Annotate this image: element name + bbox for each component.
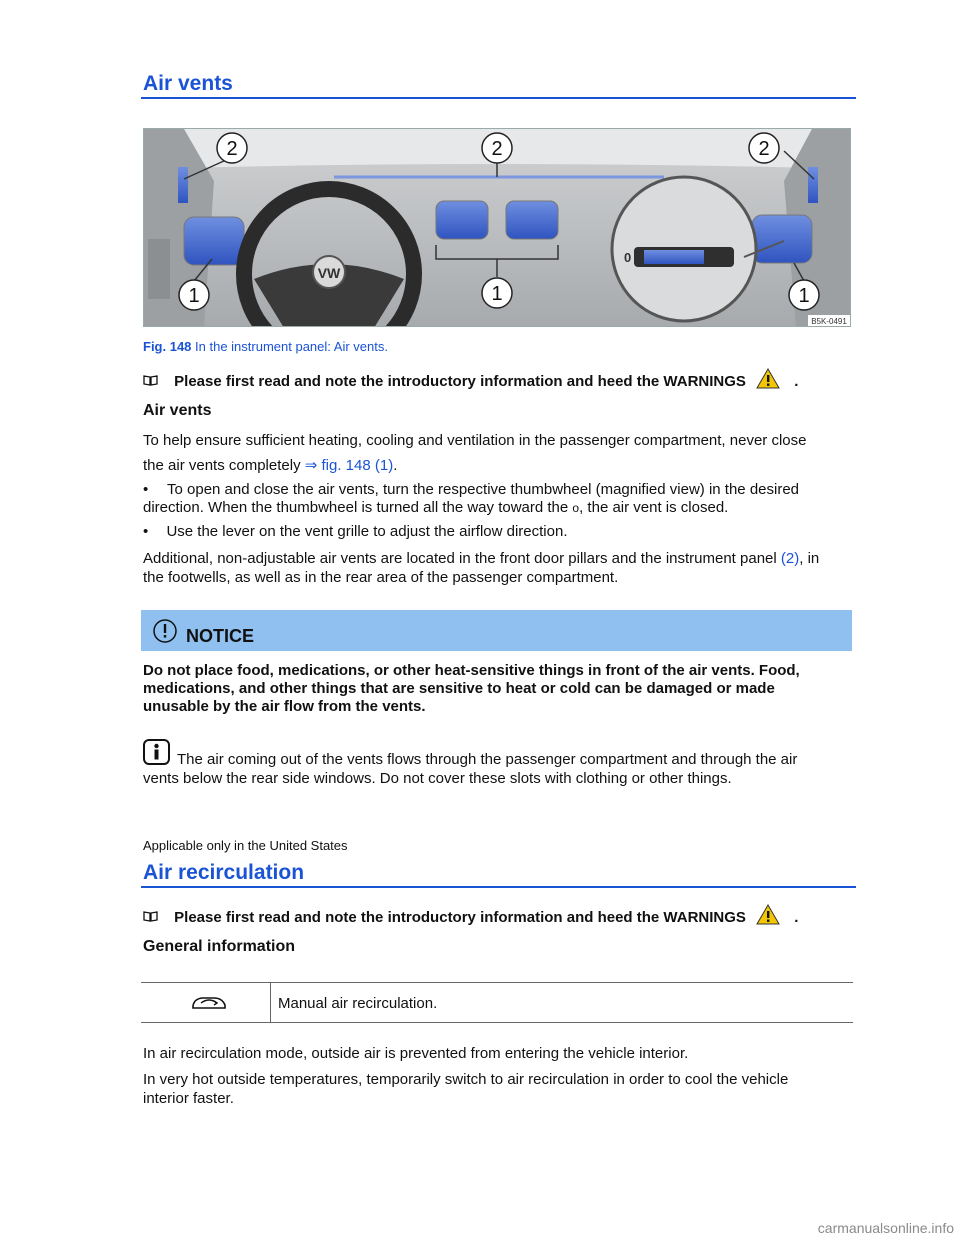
bullet-dot: • [143, 523, 149, 540]
title-rule [141, 97, 856, 99]
info-text [143, 750, 797, 788]
notice-text [143, 662, 800, 716]
callout-link-2[interactable]: (2) [780, 550, 800, 567]
callout-2-center: 2 [491, 138, 503, 160]
figure-caption [143, 336, 388, 358]
subheading-general-information: General information [143, 938, 296, 955]
vent-right [752, 215, 812, 263]
dashboard-figure [143, 128, 851, 327]
air-recirculation-icon [190, 994, 228, 1017]
svg-text:0: 0 [624, 250, 632, 265]
bullet1-line-a: To open and close the air vents, turn the respective thumbwheel (magnified view) in the desired [167, 481, 800, 498]
table-cell-text: Manual air recirculation. [278, 995, 438, 1012]
fig-link-1[interactable]: ⇒ fig. 148 (1) [304, 457, 394, 474]
side-vent-left [178, 167, 188, 203]
applicability-note: Applicable only in the United States [143, 838, 348, 853]
notice-title: NOTICE [186, 626, 255, 646]
callout-1-right: 1 [798, 285, 810, 307]
bullet2-text: Use the lever on the vent grille to adjust the airflow direction. [166, 523, 568, 540]
para1-end: . [393, 457, 398, 474]
notice-line-3: unusable by the air flow from the vents. [143, 698, 426, 715]
para1-line-a: To help ensure sufficient heating, cooling and ventilation in the passenger compartment, never close [143, 432, 807, 449]
section-title-air-recirculation: Air recirculation [143, 861, 305, 884]
para2-line-a: Additional, non-adjustable air vents are located in the front door pillars and the instrument panel [143, 550, 781, 567]
notice-line-1: Do not place food, medications, or other heat-sensitive things in front of the air vents. Food, [143, 662, 800, 679]
read-note-text: Please first read and note the introductory information and heed the WARNINGS [174, 372, 746, 390]
recirculation-para-1: In air recirculation mode, outside air is prevented from entering the vehicle interior. [143, 1045, 689, 1062]
table-column-divider [270, 982, 271, 1022]
figure-caption-label: Fig. 148 [143, 339, 192, 354]
bullet1-line-b: direction. When the thumbwheel is turned all the way toward the [143, 499, 573, 516]
bullet-2 [143, 521, 567, 543]
table-bottom-border [141, 1022, 853, 1023]
notice-icon [153, 619, 177, 648]
book-icon [143, 907, 158, 918]
figure-code: B5K-0491 [811, 317, 847, 326]
warning-icon[interactable] [756, 904, 780, 932]
vent-left [184, 217, 244, 265]
bullet-dot: • [143, 481, 149, 498]
warning-icon[interactable] [756, 368, 780, 396]
notice-line-2: medications, and other things that are sensitive to heat or cold can be damaged or made [143, 680, 775, 697]
callout-1-center: 1 [491, 283, 503, 305]
para2-line-b: , in [799, 550, 820, 567]
info-line-1: The air coming out of the vents flows through the passenger compartment and through the air [177, 751, 798, 768]
table-top-border [141, 982, 853, 983]
book-icon [143, 371, 158, 382]
bullet1-line-c: , the air vent is closed. [579, 499, 729, 516]
bullet-1 [143, 481, 799, 517]
title-rule [141, 886, 856, 888]
para1-line-b: the air vents completely [143, 457, 305, 474]
vent-center-left [436, 201, 488, 239]
notice-bar [141, 610, 852, 651]
callout-2-right: 2 [758, 138, 770, 160]
read-note-2: Please first read and note the introductory information and heed the WARNINGS . [143, 904, 798, 932]
info-line-2: vents below the rear side windows. Do not cover these slots with clothing or other things. [143, 770, 732, 787]
svg-text:VW: VW [317, 265, 341, 281]
paragraph-1 [143, 428, 806, 478]
callout-1-left: 1 [188, 285, 200, 307]
recirculation-para-2 [143, 1070, 788, 1108]
dashboard-illustration [144, 129, 851, 327]
recirculation-para2-line-a: In very hot outside temperatures, temporarily switch to air recirculation in order to cool the vehicle [143, 1071, 789, 1088]
watermark: carmanualsonline.info [817, 1220, 954, 1236]
closed-symbol: o [572, 501, 580, 515]
figure-caption-text: In the instrument panel: Air vents. [191, 339, 388, 354]
read-note-text: Please first read and note the introductory information and heed the WARNINGS [174, 908, 746, 926]
subheading-air-vents: Air vents [143, 402, 212, 419]
read-note-1: Please first read and note the introductory information and heed the WARNINGS . [143, 368, 798, 396]
paragraph-2 [143, 549, 819, 587]
side-vent-right [808, 167, 818, 203]
vent-center-right [506, 201, 558, 239]
callout-2-left: 2 [226, 138, 238, 160]
para2-line-c: the footwells, as well as in the rear area of the passenger compartment. [143, 569, 619, 586]
section-title-air-vents: Air vents [143, 72, 233, 95]
recirculation-para2-line-b: interior faster. [143, 1090, 234, 1107]
